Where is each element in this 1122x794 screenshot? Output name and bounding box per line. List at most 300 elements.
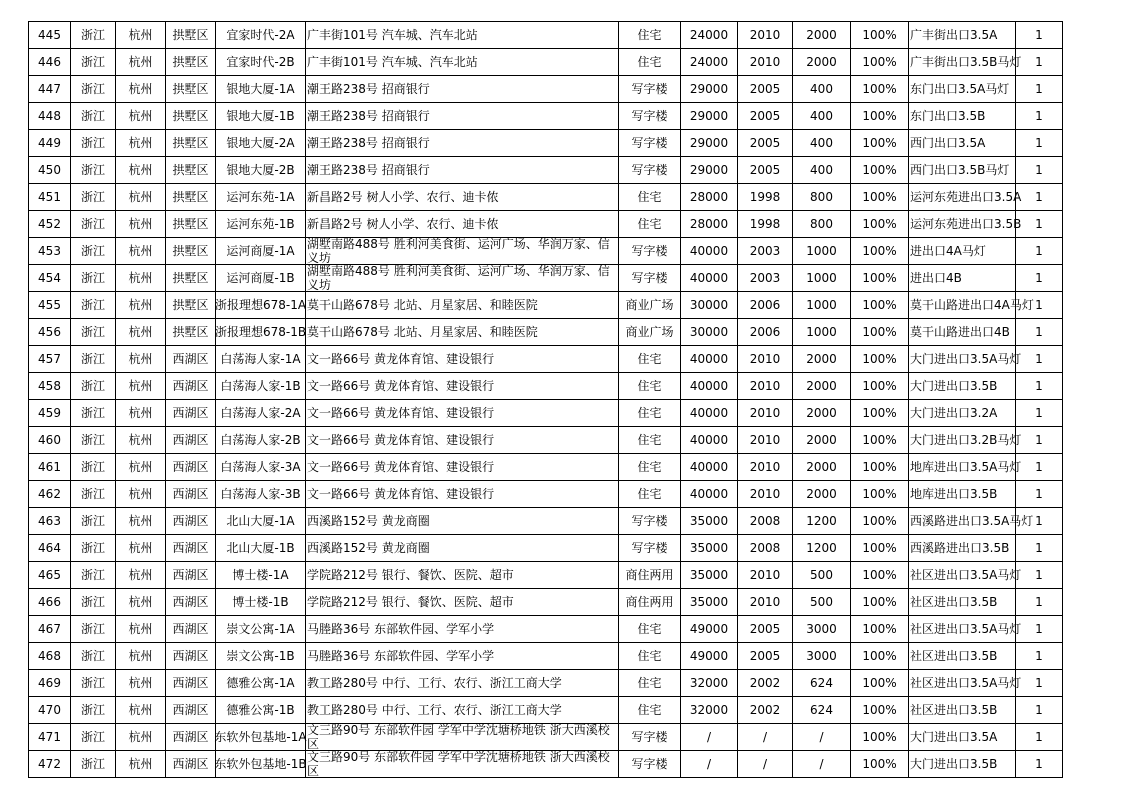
cell-price <box>681 589 738 616</box>
cell-address-box <box>306 589 618 615</box>
cell-index-box <box>29 535 70 561</box>
cell-province-box <box>71 562 115 588</box>
cell-address-text: 潮王路238号 招商银行 <box>307 82 430 96</box>
cell-exit-location-box <box>909 400 1015 426</box>
cell-property-type <box>619 400 681 427</box>
cell-address-box <box>306 427 618 453</box>
cell-exit-location-box <box>909 589 1015 615</box>
cell-building-name-box <box>216 670 305 696</box>
cell-city-box <box>116 724 165 750</box>
cell-year-text: 2002 <box>749 703 781 717</box>
cell-address-box <box>306 184 618 210</box>
cell-city <box>116 49 166 76</box>
cell-households-box <box>793 319 850 345</box>
cell-city-text: 杭州 <box>128 244 153 258</box>
cell-year-box <box>738 211 792 237</box>
table-row <box>29 157 1063 184</box>
cell-year-text: 2005 <box>749 649 781 663</box>
cell-province-text: 浙江 <box>80 325 105 339</box>
cell-count-text: 1 <box>1035 163 1043 177</box>
cell-households-box <box>793 292 850 318</box>
cell-households-box <box>793 130 850 156</box>
cell-building-name <box>216 697 306 724</box>
table-row <box>29 184 1063 211</box>
cell-district-box <box>166 265 215 291</box>
cell-households-box <box>793 643 850 669</box>
cell-province-box <box>71 724 115 750</box>
cell-exit-location <box>909 49 1022 76</box>
cell-year-text: 2005 <box>749 109 781 123</box>
cell-building-name-box <box>216 400 305 426</box>
cell-address <box>306 265 619 292</box>
cell-province-box <box>71 292 115 318</box>
cell-city-text: 杭州 <box>128 109 153 123</box>
cell-exit-location <box>909 643 1016 670</box>
cell-property-type <box>619 562 681 589</box>
cell-count-box <box>1016 481 1062 507</box>
cell-index <box>29 481 71 508</box>
cell-city <box>116 643 166 670</box>
cell-households-text: 624 <box>810 676 833 690</box>
cell-city-box <box>116 751 165 777</box>
cell-address <box>306 562 619 589</box>
cell-address-box <box>306 346 618 372</box>
cell-occupancy <box>851 481 909 508</box>
cell-year-box <box>738 670 792 696</box>
cell-address-text: 文一路66号 黄龙体育馆、建设银行 <box>307 433 495 447</box>
cell-province <box>71 616 116 643</box>
cell-year-box <box>738 157 792 183</box>
cell-exit-location-text: 西门出口3.5B马灯 <box>910 163 1010 177</box>
cell-count-text: 1 <box>1035 190 1043 204</box>
cell-city-box <box>116 697 165 723</box>
cell-district-box <box>166 643 215 669</box>
cell-year-text: 2005 <box>749 622 781 636</box>
cell-year <box>738 643 793 670</box>
cell-exit-location-text: 西溪路进出口3.5B <box>910 541 1010 555</box>
cell-price-box <box>681 130 737 156</box>
cell-province <box>71 454 116 481</box>
cell-year-text: 2010 <box>749 55 781 69</box>
cell-count-box <box>1016 535 1062 561</box>
cell-district <box>166 211 216 238</box>
cell-province-text: 浙江 <box>80 55 105 69</box>
cell-count-text: 1 <box>1035 568 1043 582</box>
cell-province-text: 浙江 <box>80 379 105 393</box>
cell-city-box <box>116 49 165 75</box>
cell-year-text: 2003 <box>749 244 781 258</box>
cell-city <box>116 616 166 643</box>
cell-province-box <box>71 319 115 345</box>
table-row <box>29 427 1063 454</box>
cell-households <box>793 454 851 481</box>
cell-occupancy <box>851 319 909 346</box>
cell-building-name-text: 德雅公寓-1A <box>226 676 295 690</box>
cell-count <box>1016 346 1063 373</box>
cell-occupancy <box>851 184 909 211</box>
cell-building-name-text: 运河商厦-1A <box>226 244 295 258</box>
cell-province-text: 浙江 <box>80 28 105 42</box>
cell-occupancy <box>851 49 909 76</box>
cell-index <box>29 373 71 400</box>
cell-index <box>29 400 71 427</box>
cell-count-text: 1 <box>1035 55 1043 69</box>
cell-price-text: 29000 <box>689 136 729 150</box>
cell-index-text: 453 <box>38 244 61 258</box>
cell-district <box>166 535 216 562</box>
table-row <box>29 319 1063 346</box>
cell-households-text: 2000 <box>806 406 837 420</box>
cell-city-box <box>116 400 165 426</box>
cell-households-text: 2000 <box>806 460 837 474</box>
cell-province-box <box>71 454 115 480</box>
cell-households-box <box>793 670 850 696</box>
cell-count <box>1016 373 1063 400</box>
cell-exit-location-text: 大门进出口3.5A马灯 <box>910 352 1022 366</box>
cell-index-text: 448 <box>38 109 61 123</box>
cell-exit-location-text: 广丰街出口3.5A <box>910 28 998 42</box>
cell-address <box>306 427 619 454</box>
cell-district <box>166 481 216 508</box>
cell-occupancy <box>851 508 909 535</box>
cell-occupancy-box <box>851 400 908 426</box>
cell-price-text: 40000 <box>689 460 729 474</box>
cell-building-name-text: 白荡海人家-1A <box>220 352 301 366</box>
cell-year-box <box>738 346 792 372</box>
cell-occupancy-text: 100% <box>862 595 897 609</box>
cell-count-box <box>1016 346 1062 372</box>
cell-address <box>306 157 619 184</box>
cell-building-name-box <box>216 643 305 669</box>
cell-district-box <box>166 589 215 615</box>
cell-address-text: 潮王路238号 招商银行 <box>307 163 430 177</box>
cell-year <box>738 751 793 778</box>
cell-building-name-text: 白荡海人家-1B <box>220 379 301 393</box>
cell-price-box <box>681 238 737 264</box>
cell-households-box <box>793 346 850 372</box>
cell-district-box <box>166 103 215 129</box>
cell-property-type-box <box>619 751 680 777</box>
cell-address <box>306 184 619 211</box>
cell-province-text: 浙江 <box>80 109 105 123</box>
cell-count <box>1016 751 1063 778</box>
cell-index-box <box>29 103 70 129</box>
cell-index-box <box>29 508 70 534</box>
cell-district-text: 西湖区 <box>172 352 209 366</box>
cell-index-box <box>29 130 70 156</box>
cell-year <box>738 427 793 454</box>
cell-building-name-text: 北山大厦-1A <box>226 514 295 528</box>
cell-building-name-text: 白荡海人家-3B <box>220 487 301 501</box>
cell-households-text: 2000 <box>806 433 837 447</box>
cell-price <box>681 22 738 49</box>
cell-occupancy <box>851 76 909 103</box>
cell-city-box <box>116 238 165 264</box>
cell-year-box <box>738 373 792 399</box>
cell-province-box <box>71 400 115 426</box>
cell-exit-location <box>909 724 1016 751</box>
cell-building-name-box <box>216 616 305 642</box>
cell-district-text: 拱墅区 <box>172 28 209 42</box>
cell-count-box <box>1016 643 1062 669</box>
cell-address-box <box>306 643 618 669</box>
cell-price-box <box>681 292 737 318</box>
cell-district <box>166 400 216 427</box>
cell-occupancy <box>851 238 909 265</box>
cell-property-type-box <box>619 454 680 480</box>
cell-count <box>1016 481 1063 508</box>
cell-year-box <box>738 103 792 129</box>
cell-address-box <box>306 670 618 696</box>
cell-building-name-text: 东软外包基地-1A <box>214 730 307 744</box>
cell-address <box>306 589 619 616</box>
cell-price <box>681 373 738 400</box>
cell-year-text: 2002 <box>749 676 781 690</box>
cell-building-name <box>216 184 306 211</box>
cell-occupancy-box <box>851 616 908 642</box>
cell-price <box>681 616 738 643</box>
cell-exit-location-text: 地库进出口3.5B <box>910 487 998 501</box>
cell-district-box <box>166 130 215 156</box>
cell-index-box <box>29 157 70 183</box>
cell-occupancy <box>851 616 909 643</box>
cell-building-name-text: 银地大厦-2B <box>226 163 295 177</box>
cell-occupancy-text: 100% <box>862 352 897 366</box>
cell-address <box>306 22 619 49</box>
cell-exit-location-box <box>909 427 1022 453</box>
cell-exit-location-box <box>909 670 1022 696</box>
cell-price-box <box>681 562 737 588</box>
cell-price-box <box>681 616 737 642</box>
cell-count <box>1016 238 1063 265</box>
cell-province-text: 浙江 <box>80 568 105 582</box>
cell-exit-location <box>909 292 1034 319</box>
cell-index-text: 457 <box>38 352 61 366</box>
cell-address-box <box>306 292 618 318</box>
cell-price-box <box>681 535 737 561</box>
cell-address <box>306 481 619 508</box>
cell-city <box>116 76 166 103</box>
cell-property-type-text: 住宅 <box>637 352 662 366</box>
cell-district <box>166 238 216 265</box>
cell-address-text: 马塍路36号 东部软件园、学军小学 <box>307 649 495 663</box>
cell-year-text: 2008 <box>749 541 781 555</box>
cell-occupancy-text: 100% <box>862 217 897 231</box>
cell-price-text: 40000 <box>689 244 729 258</box>
cell-property-type-text: 住宅 <box>637 190 662 204</box>
cell-occupancy-text: 100% <box>862 163 897 177</box>
cell-address <box>306 724 619 751</box>
cell-households-box <box>793 103 850 129</box>
cell-year-text: 2005 <box>749 163 781 177</box>
cell-address-box <box>306 319 618 345</box>
cell-exit-location-text: 社区进出口3.5B <box>910 595 998 609</box>
cell-count-text: 1 <box>1035 541 1043 555</box>
cell-district <box>166 724 216 751</box>
cell-year <box>738 319 793 346</box>
cell-province-text: 浙江 <box>80 217 105 231</box>
cell-building-name-box <box>216 76 305 102</box>
cell-exit-location-box <box>909 535 1015 561</box>
cell-count-text: 1 <box>1035 82 1043 96</box>
cell-province-box <box>71 184 115 210</box>
cell-price-box <box>681 481 737 507</box>
cell-occupancy-text: 100% <box>862 649 897 663</box>
cell-price-box <box>681 724 737 750</box>
cell-year-box <box>738 400 792 426</box>
cell-address-text: 学院路212号 银行、餐饮、医院、超市 <box>307 595 514 609</box>
cell-building-name-box <box>216 184 305 210</box>
cell-index-box <box>29 400 70 426</box>
cell-price-text: 40000 <box>689 271 729 285</box>
cell-occupancy-box <box>851 562 908 588</box>
cell-occupancy-text: 100% <box>862 271 897 285</box>
cell-address-box <box>306 751 618 777</box>
cell-property-type <box>619 535 681 562</box>
table-row <box>29 481 1063 508</box>
cell-province <box>71 211 116 238</box>
cell-address-box <box>306 157 618 183</box>
cell-households-text: / <box>819 730 824 744</box>
cell-count <box>1016 562 1063 589</box>
cell-province <box>71 184 116 211</box>
cell-year <box>738 454 793 481</box>
cell-exit-location-box <box>909 562 1022 588</box>
cell-address-text: 文一路66号 黄龙体育馆、建设银行 <box>307 487 495 501</box>
cell-households-text: 2000 <box>806 28 837 42</box>
cell-price-text: 32000 <box>689 703 729 717</box>
cell-index-text: 467 <box>38 622 61 636</box>
cell-occupancy <box>851 697 909 724</box>
cell-index-box <box>29 22 70 48</box>
cell-index <box>29 751 71 778</box>
cell-households-box <box>793 724 850 750</box>
cell-year-box <box>738 751 792 777</box>
cell-exit-location <box>909 427 1022 454</box>
cell-property-type-text: 住宅 <box>637 460 662 474</box>
cell-district <box>166 265 216 292</box>
cell-exit-location-text: 莫干山路进出口4B <box>910 325 1010 339</box>
cell-year-text: / <box>762 757 768 771</box>
cell-building-name <box>216 670 306 697</box>
cell-index <box>29 157 71 184</box>
cell-property-type-box <box>619 130 680 156</box>
cell-year <box>738 670 793 697</box>
cell-city-box <box>116 481 165 507</box>
cell-building-name <box>216 616 306 643</box>
cell-exit-location-text: 东门出口3.5B <box>910 109 986 123</box>
cell-occupancy-box <box>851 535 908 561</box>
cell-count <box>1016 454 1063 481</box>
cell-price <box>681 292 738 319</box>
cell-households <box>793 211 851 238</box>
cell-count-text: 1 <box>1035 622 1043 636</box>
cell-index <box>29 670 71 697</box>
cell-building-name <box>216 319 306 346</box>
cell-index <box>29 265 71 292</box>
cell-exit-location-box <box>909 508 1034 534</box>
cell-index-text: 466 <box>38 595 61 609</box>
table-row <box>29 508 1063 535</box>
cell-index-text: 465 <box>38 568 61 582</box>
cell-year-box <box>738 292 792 318</box>
cell-index-text: 456 <box>38 325 61 339</box>
cell-count-text: 1 <box>1035 649 1043 663</box>
cell-address-box <box>306 373 618 399</box>
cell-address <box>306 643 619 670</box>
cell-count <box>1016 211 1063 238</box>
cell-exit-location-box <box>909 319 1015 345</box>
cell-building-name <box>216 346 306 373</box>
cell-building-name <box>216 211 306 238</box>
cell-property-type <box>619 292 681 319</box>
cell-year-text: 2010 <box>749 352 781 366</box>
cell-exit-location <box>909 103 1016 130</box>
cell-province-box <box>71 49 115 75</box>
cell-index-box <box>29 346 70 372</box>
cell-price-box <box>681 400 737 426</box>
cell-building-name-box <box>216 157 305 183</box>
cell-index <box>29 184 71 211</box>
cell-property-type-text: 写字楼 <box>631 136 668 150</box>
cell-count-box <box>1016 265 1062 291</box>
cell-city <box>116 427 166 454</box>
cell-year <box>738 346 793 373</box>
cell-city-box <box>116 373 165 399</box>
cell-occupancy-text: 100% <box>862 109 897 123</box>
cell-address-box <box>306 265 618 291</box>
cell-property-type-box <box>619 292 680 318</box>
cell-city-box <box>116 616 165 642</box>
cell-households-text: 1200 <box>806 541 837 555</box>
cell-price-text: 40000 <box>689 379 729 393</box>
cell-count <box>1016 130 1063 157</box>
cell-count-box <box>1016 211 1062 237</box>
cell-property-type <box>619 616 681 643</box>
cell-occupancy-box <box>851 292 908 318</box>
cell-province-text: 浙江 <box>80 136 105 150</box>
cell-city <box>116 670 166 697</box>
cell-province <box>71 697 116 724</box>
cell-address-box <box>306 697 618 723</box>
cell-price <box>681 157 738 184</box>
cell-year-box <box>738 724 792 750</box>
cell-count <box>1016 22 1063 49</box>
cell-exit-location <box>909 508 1034 535</box>
cell-count-text: 1 <box>1035 514 1043 528</box>
cell-occupancy-box <box>851 751 908 777</box>
cell-province-box <box>71 670 115 696</box>
cell-province-text: 浙江 <box>80 433 105 447</box>
cell-price-text: 35000 <box>689 595 729 609</box>
cell-occupancy-box <box>851 319 908 345</box>
cell-price-box <box>681 454 737 480</box>
cell-households <box>793 400 851 427</box>
cell-building-name <box>216 643 306 670</box>
cell-province-box <box>71 76 115 102</box>
cell-city <box>116 103 166 130</box>
table-row <box>29 373 1063 400</box>
cell-count-box <box>1016 562 1062 588</box>
cell-occupancy-text: 100% <box>862 136 897 150</box>
cell-households <box>793 292 851 319</box>
cell-index-text: 447 <box>38 82 61 96</box>
table-row <box>29 454 1063 481</box>
cell-year-box <box>738 535 792 561</box>
cell-province <box>71 103 116 130</box>
cell-district <box>166 103 216 130</box>
cell-address <box>306 346 619 373</box>
